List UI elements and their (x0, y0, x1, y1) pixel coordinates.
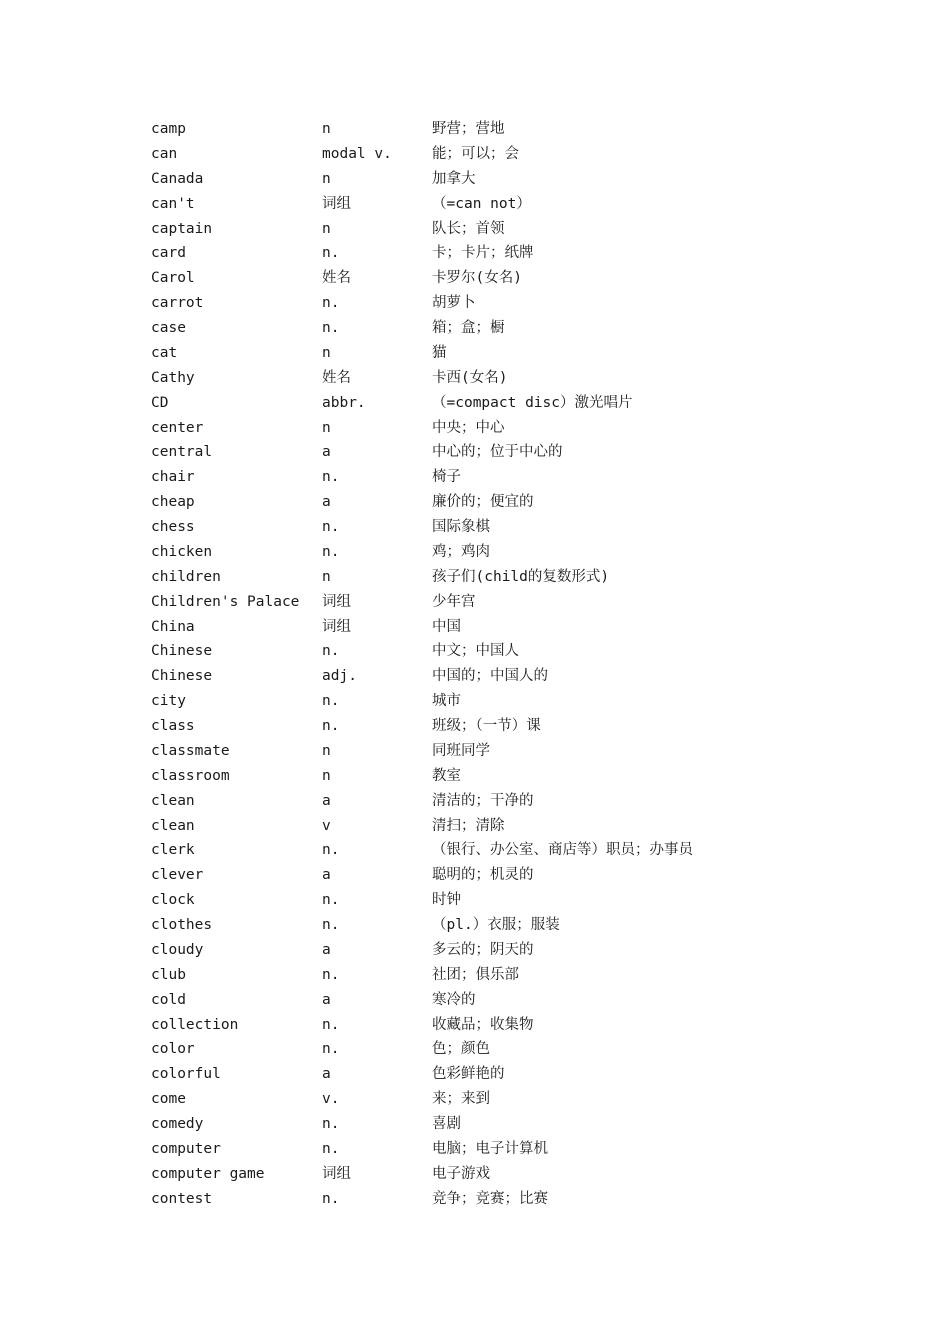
vocab-word: Carol (151, 270, 195, 287)
vocab-part-of-speech: n. (322, 1016, 340, 1033)
vocab-part-of-speech: adj. (322, 668, 357, 685)
vocab-word: contest (151, 1190, 213, 1207)
vocab-meaning: 猫 (432, 344, 447, 361)
vocab-word: city (151, 693, 186, 710)
vocab-word: Chinese (151, 668, 213, 685)
vocab-word: classmate (151, 742, 230, 759)
vocab-part-of-speech: n. (322, 966, 340, 983)
vocab-word: computer (151, 1140, 221, 1157)
vocab-word: chess (151, 519, 195, 535)
vocab-meaning: 卡罗尔(女名) (432, 270, 522, 287)
vocab-row (151, 1013, 791, 1038)
vocab-meaning: 廉价的；便宜的 (432, 494, 534, 511)
vocab-word: Canada (151, 170, 204, 187)
vocab-meaning: 中心的；位于中心的 (432, 444, 563, 461)
vocab-part-of-speech: 姓名 (322, 270, 351, 287)
vocab-word: come (151, 1091, 186, 1108)
vocab-meaning: （=can not） (432, 195, 531, 212)
vocab-part-of-speech: n. (322, 1190, 340, 1207)
vocab-part-of-speech: n (322, 767, 331, 784)
vocab-row (151, 689, 791, 714)
vocab-word: can't (151, 195, 195, 212)
vocab-word: club (151, 966, 186, 983)
vocab-row (151, 515, 791, 540)
vocab-row (151, 341, 791, 366)
vocab-part-of-speech: a (322, 867, 331, 884)
vocab-meaning: 班级；（一节）课 (432, 718, 541, 734)
vocab-word: class (151, 718, 195, 734)
vocab-meaning: 少年宫 (432, 593, 476, 610)
vocab-row (151, 565, 791, 590)
vocab-part-of-speech: a (322, 444, 331, 461)
vocab-part-of-speech: n. (322, 245, 340, 262)
vocab-word: clean (151, 792, 195, 809)
vocab-part-of-speech: n. (322, 543, 340, 560)
vocab-part-of-speech: n (322, 170, 331, 187)
vocab-row (151, 291, 791, 316)
vocab-meaning: 队长；首领 (432, 220, 505, 237)
vocab-word: clock (151, 892, 195, 909)
vocab-part-of-speech: a (322, 1066, 331, 1083)
vocab-row (151, 1112, 791, 1137)
vocab-meaning: 中国 (432, 618, 461, 635)
vocab-part-of-speech: n. (322, 892, 340, 909)
vocab-word: CD (151, 394, 169, 411)
vocab-meaning: 野营；营地 (432, 121, 505, 137)
vocab-word: camp (151, 121, 186, 137)
vocab-part-of-speech: n. (322, 643, 340, 660)
vocab-row (151, 266, 791, 291)
vocab-part-of-speech: modal v. (322, 145, 392, 162)
vocab-meaning: 加拿大 (432, 170, 476, 187)
vocab-row (151, 639, 791, 664)
vocab-part-of-speech: n (322, 344, 331, 361)
vocab-part-of-speech: 词组 (322, 618, 351, 635)
vocab-row (151, 590, 791, 615)
vocab-part-of-speech: n. (322, 693, 340, 710)
vocab-word: chicken (151, 543, 213, 560)
vocab-row (151, 664, 791, 689)
vocab-meaning: 胡萝卜 (432, 295, 476, 312)
vocab-row (151, 117, 791, 142)
vocab-meaning: 竞争；竞赛；比赛 (432, 1190, 548, 1207)
vocab-row (151, 142, 791, 167)
vocab-row (151, 192, 791, 217)
vocab-meaning: 卡；卡片；纸牌 (432, 245, 534, 262)
vocab-row (151, 167, 791, 192)
vocab-word: colorful (151, 1066, 221, 1083)
vocab-row (151, 764, 791, 789)
vocab-part-of-speech: a (322, 941, 331, 958)
vocab-meaning: 中央；中心 (432, 419, 505, 436)
vocab-part-of-speech: n. (322, 469, 340, 486)
vocabulary-list (151, 117, 791, 1212)
vocab-meaning: 中国的；中国人的 (432, 668, 548, 685)
vocab-meaning: （pl.）衣服；服装 (432, 917, 560, 933)
vocab-word: clever (151, 867, 204, 884)
vocab-row (151, 1137, 791, 1162)
vocab-part-of-speech: n (322, 742, 331, 759)
vocab-meaning: 中文；中国人 (432, 643, 519, 660)
vocab-meaning: （银行、办公室、商店等）职员；办事员 (432, 842, 693, 859)
vocab-meaning: 国际象棋 (432, 519, 490, 535)
vocab-meaning: 喜剧 (432, 1116, 461, 1132)
vocab-row (151, 217, 791, 242)
vocab-word: case (151, 320, 186, 336)
vocab-row (151, 465, 791, 490)
vocab-meaning: 同班同学 (432, 742, 490, 759)
vocab-part-of-speech: n. (322, 1116, 340, 1132)
vocab-part-of-speech: n. (322, 718, 340, 734)
vocab-meaning: 寒冷的 (432, 991, 476, 1008)
vocab-meaning: 卡西(女名) (432, 369, 508, 386)
vocab-word: central (151, 444, 213, 461)
vocab-word: cold (151, 991, 186, 1008)
vocab-part-of-speech: 词组 (322, 1165, 351, 1182)
vocab-part-of-speech: n. (322, 1140, 340, 1157)
vocab-meaning: 教室 (432, 767, 461, 784)
vocab-part-of-speech: a (322, 494, 331, 511)
vocab-word: color (151, 1041, 195, 1058)
vocab-meaning: 城市 (432, 693, 461, 710)
vocab-word: can (151, 145, 178, 162)
vocab-part-of-speech: n. (322, 1041, 340, 1058)
vocab-row (151, 789, 791, 814)
vocab-part-of-speech: n. (322, 519, 340, 535)
vocab-row (151, 241, 791, 266)
vocab-row (151, 1037, 791, 1062)
vocab-word: collection (151, 1016, 239, 1033)
vocab-row (151, 814, 791, 839)
vocab-row (151, 938, 791, 963)
vocab-part-of-speech: 词组 (322, 195, 351, 212)
vocab-part-of-speech: n (322, 220, 331, 237)
vocab-row (151, 391, 791, 416)
vocab-word: cheap (151, 494, 195, 511)
vocab-word: Children's Palace (151, 593, 300, 610)
vocab-word: clothes (151, 917, 213, 933)
vocab-row (151, 963, 791, 988)
vocab-row (151, 540, 791, 565)
vocab-word: China (151, 618, 195, 635)
vocab-meaning: 鸡；鸡肉 (432, 543, 490, 560)
vocab-part-of-speech: 词组 (322, 593, 351, 610)
vocab-word: clerk (151, 842, 195, 859)
vocab-word: captain (151, 220, 213, 237)
vocab-row (151, 490, 791, 515)
vocab-part-of-speech: n (322, 121, 331, 137)
vocab-word: classroom (151, 767, 230, 784)
vocab-meaning: 多云的；阴天的 (432, 941, 534, 958)
vocab-meaning: 电脑；电子计算机 (432, 1140, 548, 1157)
vocab-word: card (151, 245, 186, 262)
vocab-word: comedy (151, 1116, 204, 1132)
vocab-word: Cathy (151, 369, 195, 386)
vocab-word: cat (151, 344, 178, 361)
vocab-part-of-speech: n (322, 419, 331, 436)
vocab-meaning: 椅子 (432, 469, 461, 486)
vocab-meaning: 清洁的；干净的 (432, 792, 534, 809)
vocab-word: chair (151, 469, 195, 486)
vocab-part-of-speech: n. (322, 320, 340, 336)
vocab-row (151, 714, 791, 739)
vocab-meaning: 色彩鲜艳的 (432, 1066, 505, 1083)
vocab-meaning: 清扫；清除 (432, 817, 505, 834)
vocab-word: center (151, 419, 204, 436)
vocab-meaning: 社团；俱乐部 (432, 966, 519, 983)
vocab-row (151, 1162, 791, 1187)
vocab-meaning: 能；可以；会 (432, 145, 519, 162)
vocab-row (151, 988, 791, 1013)
vocab-word: computer game (151, 1165, 265, 1182)
vocab-row (151, 1062, 791, 1087)
vocab-row (151, 739, 791, 764)
vocab-part-of-speech: n (322, 568, 331, 585)
vocab-word: carrot (151, 295, 204, 312)
vocab-row (151, 888, 791, 913)
vocab-row (151, 838, 791, 863)
vocab-part-of-speech: n. (322, 917, 340, 933)
vocab-word: children (151, 568, 221, 585)
vocab-row (151, 1187, 791, 1212)
vocab-row (151, 1087, 791, 1112)
vocab-part-of-speech: a (322, 991, 331, 1008)
vocab-row (151, 316, 791, 341)
vocab-part-of-speech: 姓名 (322, 369, 351, 386)
vocab-meaning: 箱；盒；橱 (432, 320, 505, 336)
vocab-word: Chinese (151, 643, 213, 660)
vocab-word: cloudy (151, 941, 204, 958)
vocab-meaning: 孩子们(child的复数形式) (432, 568, 610, 585)
vocab-row (151, 366, 791, 391)
vocab-row (151, 440, 791, 465)
vocab-meaning: （=compact disc）激光唱片 (432, 394, 633, 411)
vocab-meaning: 电子游戏 (432, 1165, 490, 1182)
vocab-part-of-speech: n. (322, 842, 340, 859)
vocab-part-of-speech: abbr. (322, 394, 366, 411)
vocab-row (151, 615, 791, 640)
vocab-meaning: 时钟 (432, 892, 461, 909)
vocab-row (151, 863, 791, 888)
vocab-row (151, 913, 791, 938)
vocab-row (151, 416, 791, 441)
vocab-part-of-speech: a (322, 792, 331, 809)
vocab-part-of-speech: n. (322, 295, 340, 312)
vocab-meaning: 聪明的；机灵的 (432, 867, 534, 884)
vocab-part-of-speech: v. (322, 1091, 340, 1108)
vocab-part-of-speech: v (322, 817, 331, 834)
vocab-meaning: 色；颜色 (432, 1041, 490, 1058)
vocab-meaning: 来；来到 (432, 1091, 490, 1108)
vocab-word: clean (151, 817, 195, 834)
vocab-meaning: 收藏品；收集物 (432, 1016, 534, 1033)
